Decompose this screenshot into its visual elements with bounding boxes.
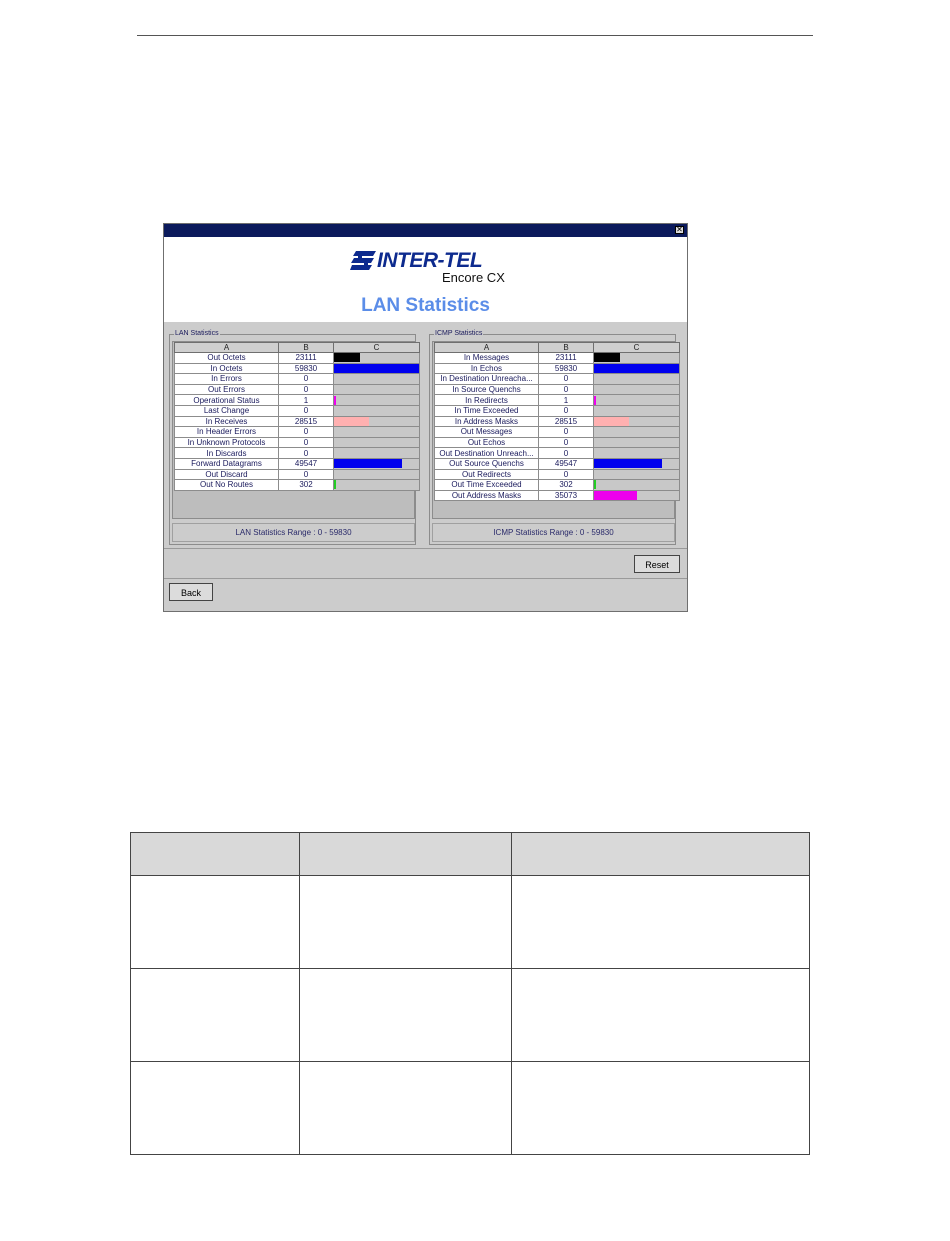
- lan-table-scrollpane[interactable]: [172, 341, 415, 519]
- document-cell: [512, 969, 810, 1062]
- stat-bar-cell: [334, 448, 420, 459]
- lan-statistics-table: [174, 342, 420, 491]
- stat-value: 49547: [539, 458, 594, 469]
- stat-value: 0: [539, 427, 594, 438]
- column-header-c[interactable]: C: [334, 343, 420, 353]
- column-header-a[interactable]: A: [175, 343, 279, 353]
- stat-label: In Header Errors: [175, 427, 279, 438]
- document-header-cell: [300, 833, 512, 876]
- table-row[interactable]: [175, 469, 420, 480]
- icmp-group-title: ICMP Statistics: [435, 330, 483, 337]
- stat-value: 0: [279, 384, 334, 395]
- stat-label: Out Messages: [435, 427, 539, 438]
- stat-value: 59830: [279, 363, 334, 374]
- stat-bar: [594, 491, 637, 500]
- stat-value: 59830: [539, 363, 594, 374]
- stat-label: Out Address Masks: [435, 490, 539, 501]
- table-row[interactable]: [175, 458, 420, 469]
- stat-value: 0: [539, 448, 594, 459]
- stat-bar-cell: [594, 353, 680, 364]
- stat-label: Out Redirects: [435, 469, 539, 480]
- column-header-c[interactable]: C: [594, 343, 680, 353]
- stat-value: 0: [539, 437, 594, 448]
- lan-statistics-range: LAN Statistics Range : 0 - 59830: [172, 523, 415, 542]
- stat-value: 0: [539, 405, 594, 416]
- stat-value: 302: [279, 480, 334, 491]
- stat-label: Out No Routes: [175, 480, 279, 491]
- table-row[interactable]: [435, 353, 680, 364]
- icmp-statistics-group: [429, 330, 676, 545]
- stat-value: 23111: [539, 353, 594, 364]
- close-icon[interactable]: ✕: [676, 225, 683, 234]
- stat-bar-cell: [334, 469, 420, 480]
- lan-statistics-group: [169, 330, 416, 545]
- stat-bar-cell: [334, 405, 420, 416]
- column-header-b[interactable]: B: [279, 343, 334, 353]
- stat-label: Out Errors: [175, 384, 279, 395]
- stat-label: In Messages: [435, 353, 539, 364]
- stat-label: In Destination Unreacha...: [435, 374, 539, 385]
- stat-bar-cell: [334, 384, 420, 395]
- stat-value: 23111: [279, 353, 334, 364]
- stat-label: In Time Exceeded: [435, 405, 539, 416]
- table-row[interactable]: [175, 395, 420, 406]
- logo-text: INTER-TEL: [377, 249, 483, 272]
- table-row[interactable]: [175, 363, 420, 374]
- stat-bar: [594, 364, 679, 373]
- page-title: LAN Statistics: [361, 295, 490, 316]
- stat-label: In Errors: [175, 374, 279, 385]
- stat-value: 0: [539, 384, 594, 395]
- reset-button-bar: [164, 548, 687, 579]
- table-row[interactable]: [435, 480, 680, 491]
- stat-value: 35073: [539, 490, 594, 501]
- table-row[interactable]: [435, 469, 680, 480]
- icmp-statistics-range: ICMP Statistics Range : 0 - 59830: [432, 523, 675, 542]
- stat-label: Out Destination Unreach...: [435, 448, 539, 459]
- table-row[interactable]: [175, 374, 420, 385]
- back-button[interactable]: Back: [169, 583, 213, 601]
- stat-label: In Receives: [175, 416, 279, 427]
- column-header-b[interactable]: B: [539, 343, 594, 353]
- stat-bar-cell: [594, 437, 680, 448]
- stat-bar-cell: [334, 480, 420, 491]
- stat-bar-cell: [594, 448, 680, 459]
- stat-bar-cell: [334, 437, 420, 448]
- stat-label: Last Change: [175, 405, 279, 416]
- document-header-cell: [512, 833, 810, 876]
- stat-bar-cell: [334, 374, 420, 385]
- stat-label: In Redirects: [435, 395, 539, 406]
- stat-label: Out Octets: [175, 353, 279, 364]
- stat-value: 28515: [279, 416, 334, 427]
- document-cell: [300, 876, 512, 969]
- table-row[interactable]: [175, 405, 420, 416]
- stat-bar-cell: [594, 395, 680, 406]
- inter-tel-logo-mark: [350, 251, 376, 270]
- table-row[interactable]: [175, 353, 420, 364]
- lan-group-title: LAN Statistics: [175, 330, 219, 337]
- document-cell: [512, 876, 810, 969]
- document-table: [130, 832, 810, 1155]
- stat-label: In Unknown Protocols: [175, 437, 279, 448]
- document-header-cell: [131, 833, 300, 876]
- stat-bar-cell: [594, 416, 680, 427]
- table-row[interactable]: [435, 416, 680, 427]
- icmp-table-scrollpane[interactable]: [432, 341, 675, 519]
- document-table-row: [131, 1062, 810, 1155]
- stat-bar-cell: [594, 490, 680, 501]
- stat-bar-cell: [594, 405, 680, 416]
- stat-label: Operational Status: [175, 395, 279, 406]
- stat-bar-cell: [334, 395, 420, 406]
- table-row[interactable]: [435, 437, 680, 448]
- logo-subtitle: Encore CX: [442, 270, 505, 285]
- stat-bar: [334, 396, 336, 405]
- table-row[interactable]: [435, 395, 680, 406]
- table-row[interactable]: [435, 384, 680, 395]
- stat-bar: [594, 459, 662, 468]
- stat-label: Out Time Exceeded: [435, 480, 539, 491]
- icmp-statistics-table: [434, 342, 680, 501]
- stat-bar-cell: [594, 480, 680, 491]
- table-row[interactable]: [175, 427, 420, 438]
- stat-bar-cell: [594, 458, 680, 469]
- stat-value: 0: [539, 469, 594, 480]
- table-header-row: [435, 343, 680, 353]
- lan-statistics-window: [163, 223, 688, 612]
- stat-label: In Echos: [435, 363, 539, 374]
- table-row[interactable]: [435, 405, 680, 416]
- stat-bar: [594, 396, 596, 405]
- document-cell: [131, 876, 300, 969]
- stat-value: 28515: [539, 416, 594, 427]
- stat-bar: [594, 353, 620, 362]
- document-cell: [300, 1062, 512, 1155]
- document-cell: [131, 1062, 300, 1155]
- stat-bar-cell: [594, 374, 680, 385]
- table-row[interactable]: [435, 427, 680, 438]
- stat-bar: [334, 417, 369, 426]
- stat-label: In Source Quenchs: [435, 384, 539, 395]
- stat-value: 0: [279, 469, 334, 480]
- stat-bar-cell: [334, 416, 420, 427]
- column-header-a[interactable]: A: [435, 343, 539, 353]
- stat-value: 0: [279, 405, 334, 416]
- stat-bar-cell: [594, 469, 680, 480]
- stat-bar-cell: [334, 427, 420, 438]
- inter-tel-logo: [350, 249, 505, 291]
- stat-value: 49547: [279, 458, 334, 469]
- stat-label: Out Discard: [175, 469, 279, 480]
- stat-value: 302: [539, 480, 594, 491]
- table-row[interactable]: [175, 480, 420, 491]
- stat-value: 1: [279, 395, 334, 406]
- stat-bar: [334, 353, 360, 362]
- stat-label: Forward Datagrams: [175, 458, 279, 469]
- navigation-bar: [164, 578, 687, 612]
- table-row[interactable]: [175, 437, 420, 448]
- stat-bar-cell: [594, 384, 680, 395]
- stat-bar-cell: [334, 458, 420, 469]
- stat-label: In Discards: [175, 448, 279, 459]
- document-table-row: [131, 876, 810, 969]
- stat-value: 0: [539, 374, 594, 385]
- stat-bar: [594, 417, 629, 426]
- stat-bar: [334, 480, 336, 489]
- stat-value: 0: [279, 437, 334, 448]
- stat-value: 1: [539, 395, 594, 406]
- table-row[interactable]: [435, 363, 680, 374]
- stat-bar: [334, 364, 419, 373]
- stat-label: In Address Masks: [435, 416, 539, 427]
- table-row[interactable]: [435, 458, 680, 469]
- table-row[interactable]: [175, 416, 420, 427]
- table-row[interactable]: [175, 448, 420, 459]
- stat-value: 0: [279, 448, 334, 459]
- table-row[interactable]: [175, 384, 420, 395]
- document-table-row: [131, 969, 810, 1062]
- stat-bar-cell: [594, 427, 680, 438]
- document-cell: [131, 969, 300, 1062]
- stat-bar-cell: [334, 353, 420, 364]
- window-titlebar: [164, 224, 687, 237]
- stat-bar: [594, 480, 596, 489]
- document-cell: [512, 1062, 810, 1155]
- page-header-rule: [137, 35, 813, 36]
- table-row[interactable]: [435, 490, 680, 501]
- document-cell: [300, 969, 512, 1062]
- stat-bar-cell: [334, 363, 420, 374]
- reset-button[interactable]: Reset: [634, 555, 680, 573]
- table-row[interactable]: [435, 448, 680, 459]
- stat-label: In Octets: [175, 363, 279, 374]
- table-row[interactable]: [435, 374, 680, 385]
- table-header-row: [175, 343, 420, 353]
- stat-label: Out Source Quenchs: [435, 458, 539, 469]
- stat-bar: [334, 459, 402, 468]
- document-table-header: [131, 833, 810, 876]
- stat-value: 0: [279, 374, 334, 385]
- stat-value: 0: [279, 427, 334, 438]
- stat-bar-cell: [594, 363, 680, 374]
- stat-label: Out Echos: [435, 437, 539, 448]
